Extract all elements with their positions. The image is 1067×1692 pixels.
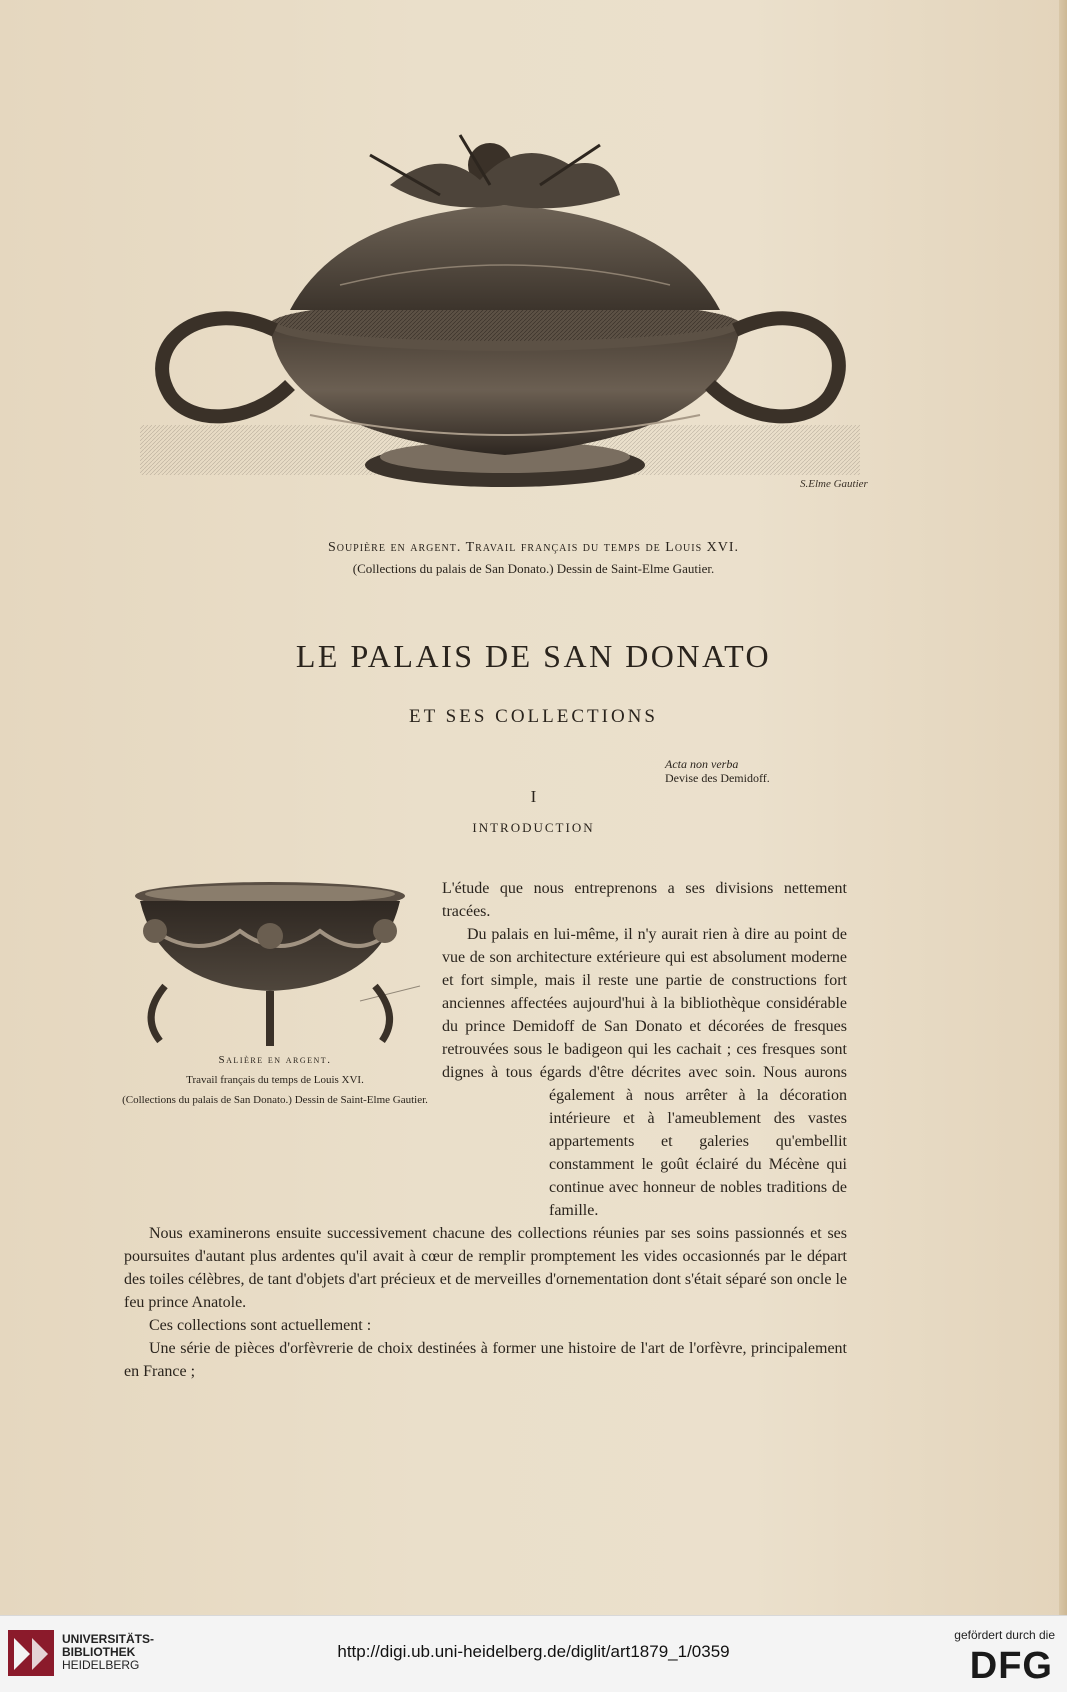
permalink-url[interactable]: http://digi.ub.uni-heidelberg.de/diglit/art1879_1/0359 bbox=[337, 1642, 730, 1661]
tureen-caption-line2: (Collections du palais de San Donato.) Dessin de Saint-Elme Gautier. bbox=[352, 561, 715, 576]
body-text bbox=[124, 877, 847, 1383]
salt-cellar-caption-line2: Travail français du temps de Louis XVI. bbox=[186, 1074, 364, 1086]
epigraph bbox=[665, 757, 770, 785]
page-edge bbox=[1059, 0, 1067, 1615]
paragraph: Du palais en lui-même, il n'y aurait rien à dire au point de vue de son architecture extérieure qui est absolument moderne et fort simple, mais il reste une partie de constructions fort anciennes affectées aujourd'hui à la bibliothèque considérable du prince Demidoff de San Donato et décorées de fresques retrouvées sous le badigeon qui les cachait ; ces fresques sont dignes à tous égards d'être décrites avec soin. Nous aurons également à nous arrêter à la décoration intérieure et à l'ameublement des vastes appartements et galeries qu'embellit constamment le goût éclairé du Mécène qui continue avec honneur de nobles traditions de famille. bbox=[442, 926, 847, 1219]
salt-cellar-caption-line3: (Collections du palais de San Donato.) Dessin de Saint-Elme Gautier. bbox=[122, 1094, 428, 1106]
figure-spacer bbox=[124, 877, 442, 1106]
section-number: I bbox=[530, 787, 537, 806]
epigraph-quote: Acta non verba bbox=[665, 757, 739, 771]
section-title: INTRODUCTION bbox=[472, 820, 595, 835]
library-name-line3: HEIDELBERG bbox=[62, 1658, 140, 1672]
paragraph: Une série de pièces d'orfèvrerie de choix destinées à former une histoire de l'art de l'orfèvre, principalement en France ; bbox=[124, 1340, 847, 1380]
tureen-caption-line1: Soupière en argent. Travail français du temps de Louis XVI. bbox=[327, 540, 740, 555]
tureen-engraving-image bbox=[140, 125, 868, 525]
library-name-line1: UNIVERSITÄTS- bbox=[62, 1632, 155, 1646]
paragraph: Ces collections sont actuellement : bbox=[149, 1317, 372, 1334]
article-title: LE PALAIS DE SAN DONATO bbox=[295, 638, 772, 674]
epigraph-attribution: Devise des Demidoff. bbox=[665, 771, 770, 785]
article-subtitle: ET SES COLLECTIONS bbox=[409, 706, 658, 727]
artist-signature: S.Elme Gautier bbox=[800, 478, 868, 490]
figure-spacer-lower bbox=[124, 1106, 549, 1221]
salt-cellar-caption-line1: Salière en argent. bbox=[218, 1054, 332, 1066]
viewer-footer bbox=[0, 1615, 1067, 1692]
paragraph: L'étude que nous entreprenons a ses divisions nettement tracées. bbox=[442, 880, 847, 920]
funding-label: gefördert durch die bbox=[954, 1628, 1055, 1642]
dfg-logo[interactable]: DFG bbox=[969, 1645, 1053, 1687]
library-name-line2: BIBLIOTHEK bbox=[62, 1645, 136, 1659]
paragraph: Nous examinerons ensuite successivement chacune des collections réunies par ses soins passionnés et ses poursuites d'autant plus ardentes qu'il avait à cœur de remplir promptement les vides occasionnés par le départ des toiles célèbres, de tant d'objets d'art précieux et de merveilles d'ornementation dont s'était séparé son oncle le feu prince Anatole. bbox=[124, 1225, 847, 1311]
